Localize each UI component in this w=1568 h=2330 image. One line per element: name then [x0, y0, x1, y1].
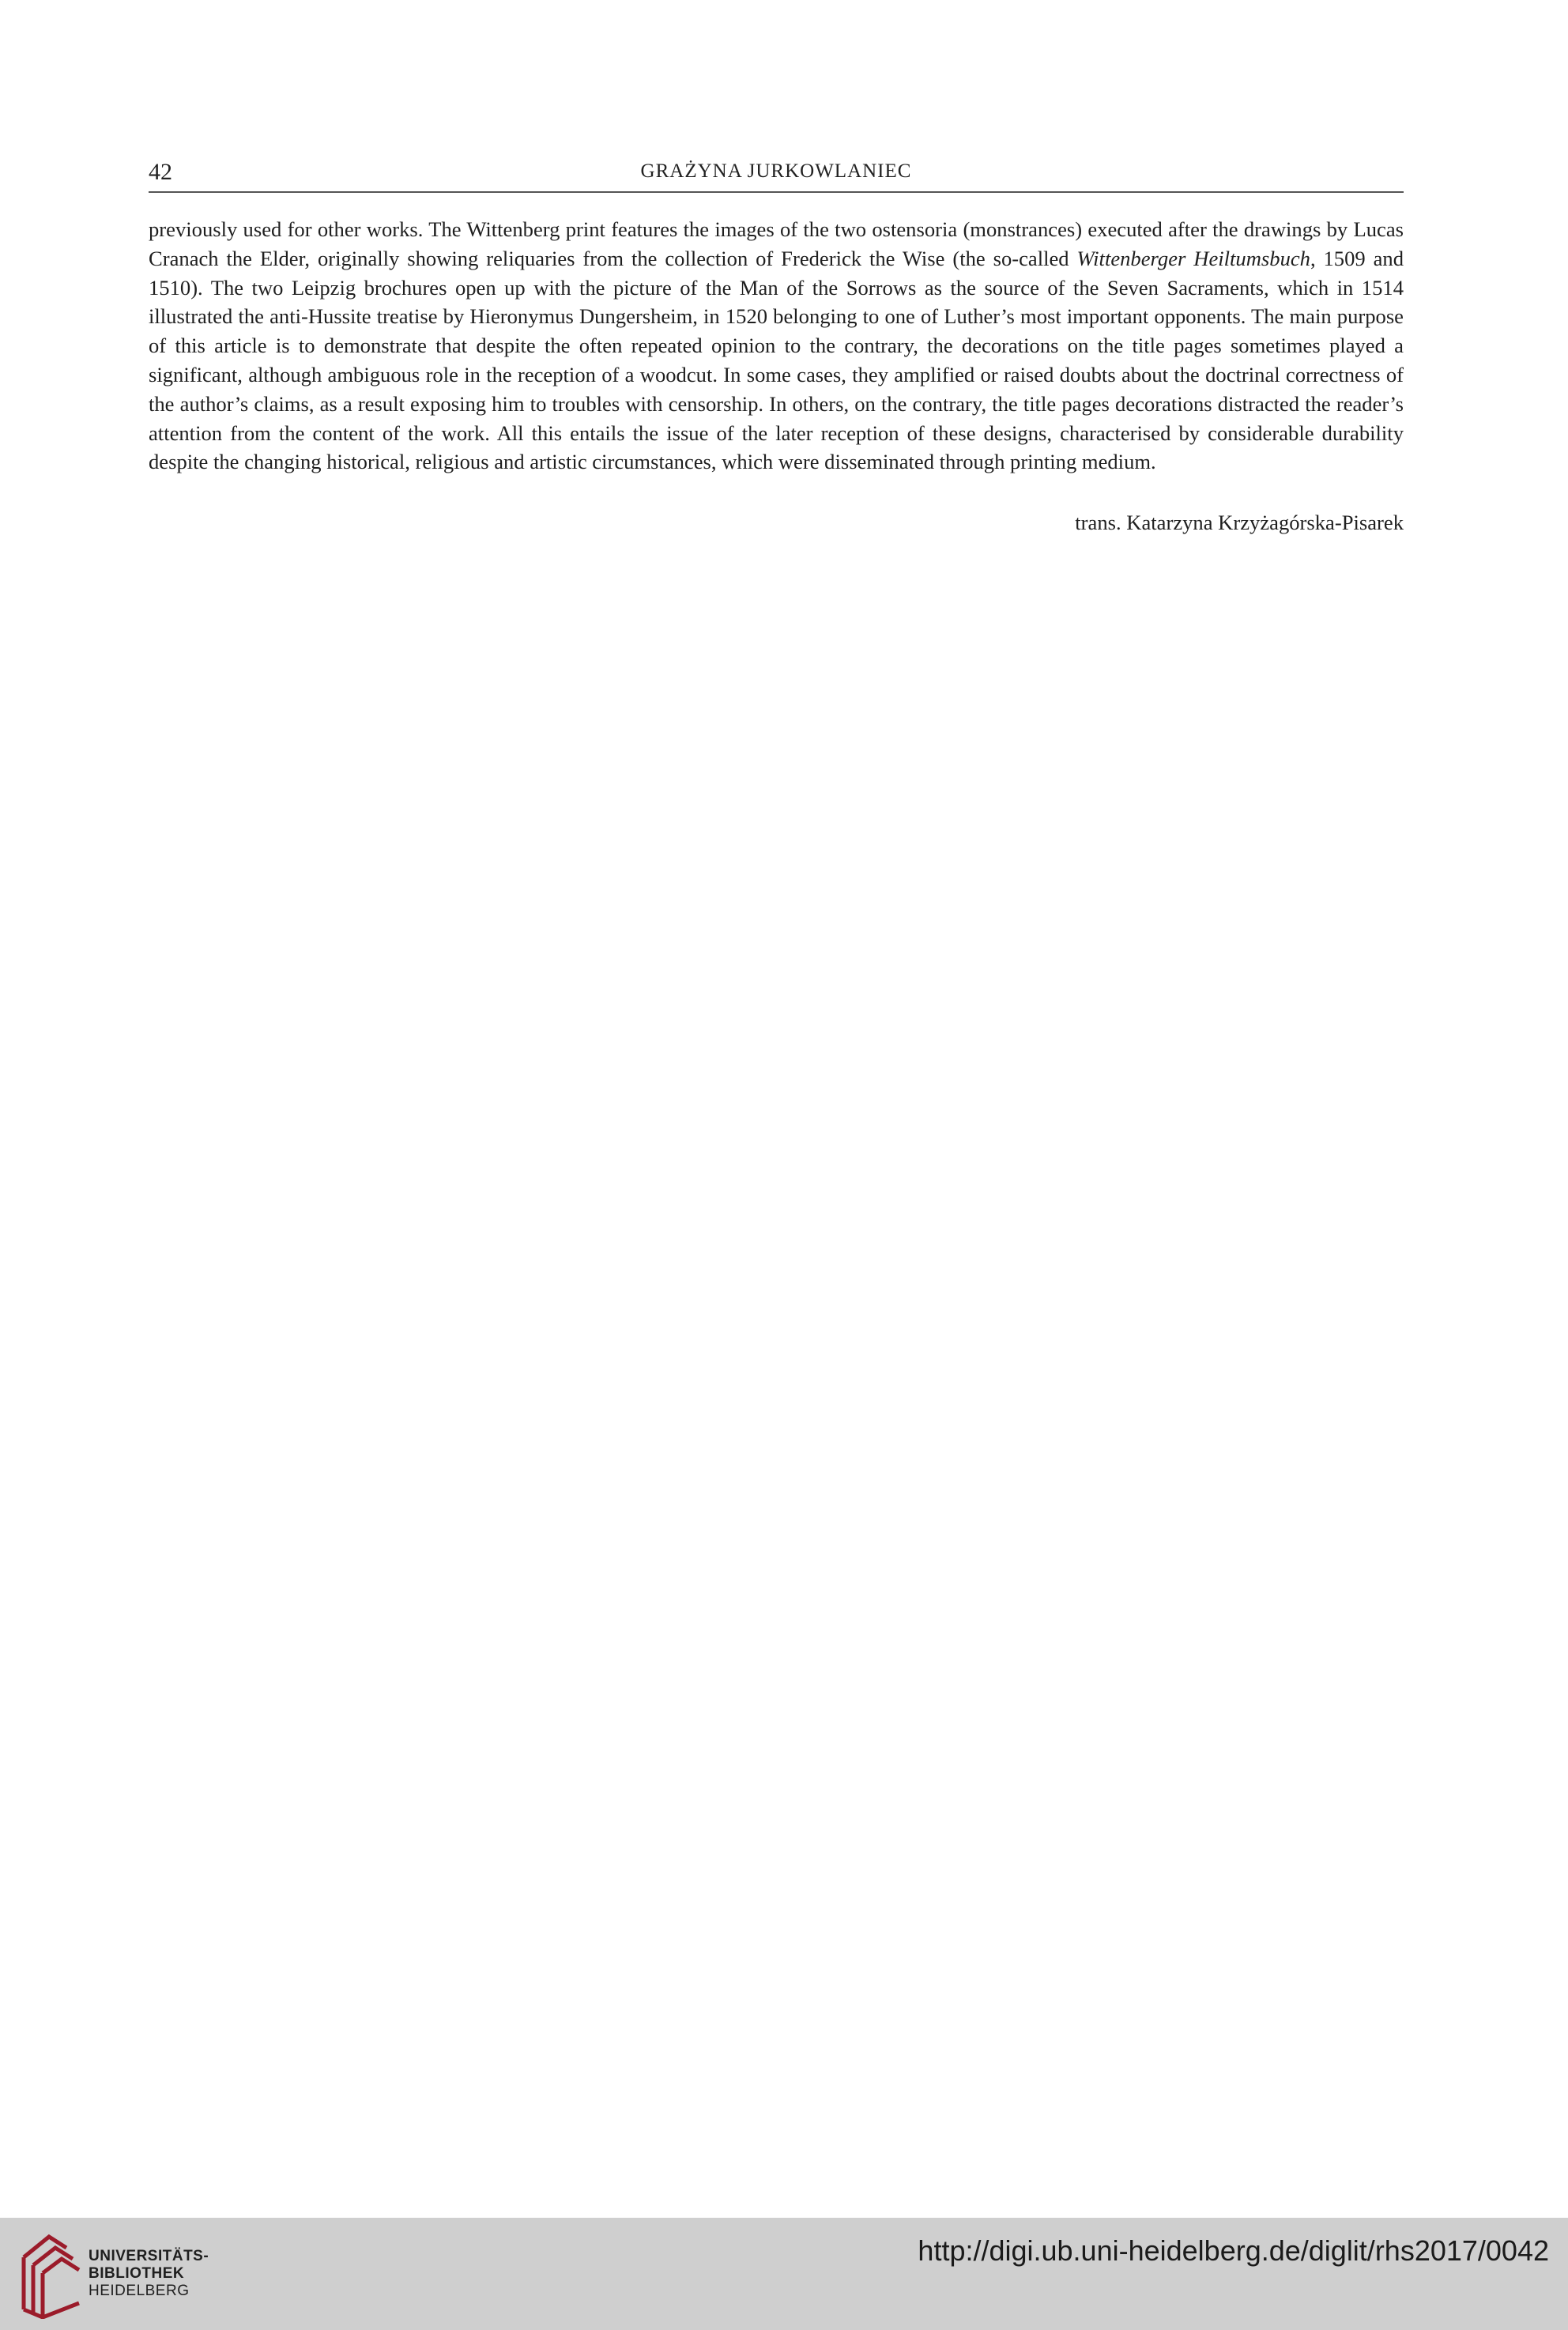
- page-number: 42: [149, 159, 172, 185]
- body-paragraph: [149, 215, 1404, 477]
- translator-credit: trans. Katarzyna Krzyżagórska-Pisarek: [1075, 511, 1404, 534]
- library-name-line-2: BIBLIOTHEK: [89, 2265, 185, 2282]
- library-name-line-1: UNIVERSITÄTS-: [89, 2248, 209, 2264]
- source-url-link[interactable]: http://digi.ub.uni-heidelberg.de/diglit/rhs2017/0042: [918, 2234, 1549, 2267]
- library-logo-icon: [17, 2230, 84, 2319]
- body-text-segment: previously used for other works. The Wittenberg print features the images of the two ostensoria (monstrances) executed after the drawings by Lucas Cranach the Elder, originally showing reliquaries from the collection of Frederick the Wise (the so-called: [149, 217, 1404, 270]
- library-name: [89, 2248, 209, 2300]
- body-text-segment: , 1509 and 1510). The two Leipzig brochures open up with the picture of the Man of the Sorrows as the source of the Seven Sacraments, which in 1514 illustrated the anti-Hussite treatise by Hieronymus Dungersheim, in 1520 belonging to one of Luther’s most important opponents. The main purpose of this article is to demonstrate that despite the often repeated opinion to the contrary, the decorations on the title pages sometimes played a significant, although ambiguous role in the reception of a woodcut. In some cases, they amplified or raised doubts about the doctrinal correctness of the author’s claims, as a result exposing him to troubles with censorship. In others, on the contrary, the title pages decorations distracted the reader’s attention from the content of the work. All this entails the issue of the later reception of these designs, characterised by considerable durability despite the changing historical, religious and artistic circumstances, which were disseminated through printing medium.: [149, 246, 1404, 474]
- italic-title: Wittenberger Heiltumsbuch: [1076, 246, 1310, 270]
- running-head-author: GRAŻYNA JURKOWLANIEC: [640, 160, 912, 182]
- running-head: [149, 156, 1404, 193]
- library-name-line-3: HEIDELBERG: [89, 2283, 190, 2299]
- footer-bar: [0, 2218, 1568, 2330]
